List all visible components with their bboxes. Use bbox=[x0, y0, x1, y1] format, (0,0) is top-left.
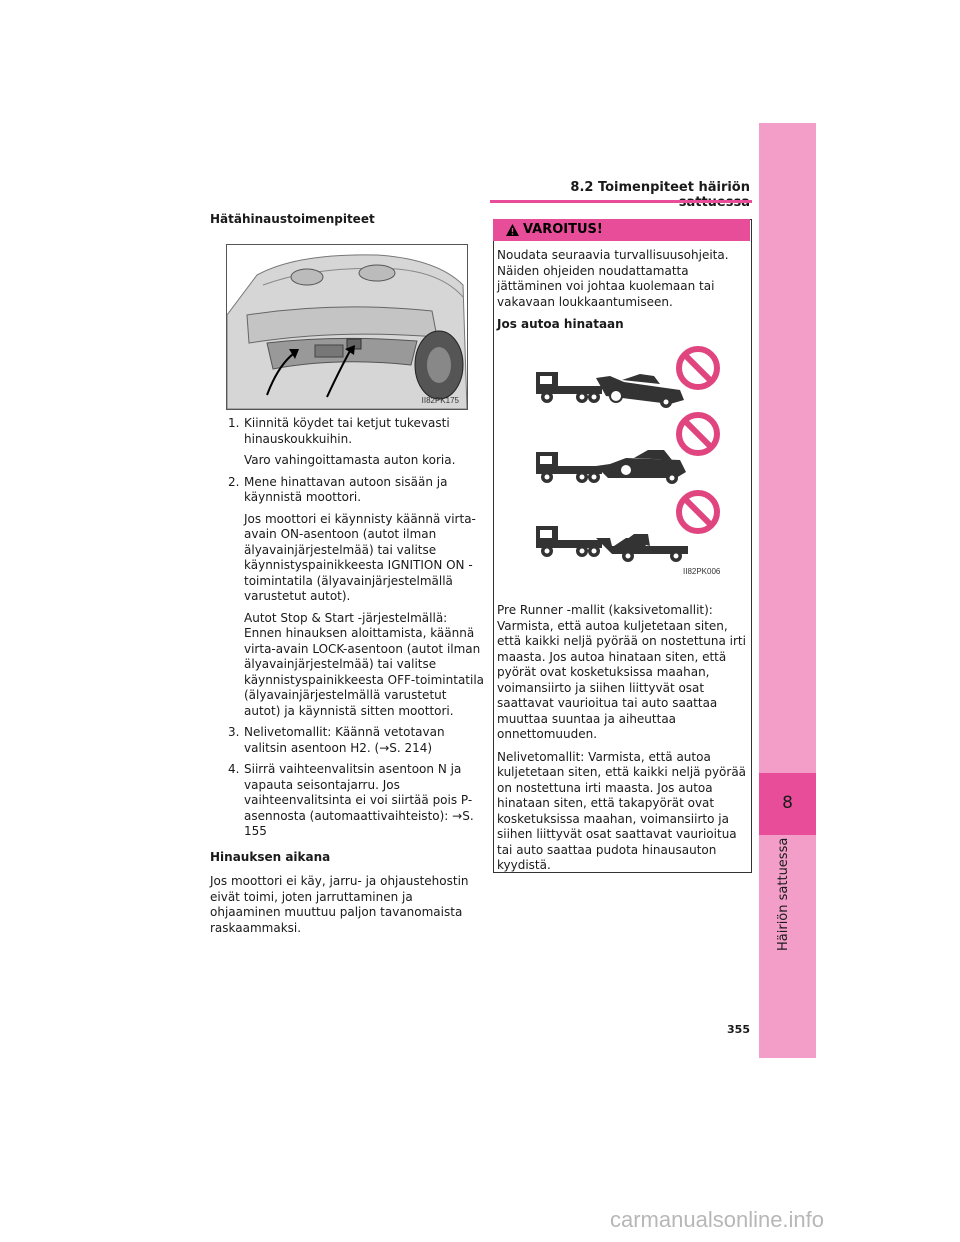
step-number: 1. bbox=[228, 416, 240, 430]
warning-details-block bbox=[497, 603, 747, 881]
footer-watermark: carmanualsonline.info bbox=[610, 1207, 825, 1232]
step-text: Jos moottori ei käynnisty käännä virta-avain ON-asentoon (autot ilman älyavainjärjestelmää) tai valitse käynnistyspainikkeesta IGNITION ON -toimintatila (älyavainjärjestelmällä varustetut autot). bbox=[244, 511, 476, 603]
towing-body-text: Jos moottori ei käy, jarru- ja ohjaustehostin eivät toimi, joten jarruttaminen ja ohjaaminen muuttuu paljon tavanomaista raskaammaksi. bbox=[210, 874, 469, 935]
vehicle-rear-illustration bbox=[227, 245, 467, 409]
page-number: 355 bbox=[727, 1023, 750, 1036]
procedure-steps bbox=[210, 416, 485, 846]
chapter-number: 8 bbox=[782, 793, 793, 813]
chapter-side-label-wrap bbox=[774, 837, 798, 955]
step-number: 3. bbox=[228, 725, 240, 739]
step-text: Kiinnitä köydet tai ketjut tukevasti hinauskoukkuihin. bbox=[244, 416, 450, 446]
warning-subheading: Jos autoa hinataan bbox=[497, 317, 624, 331]
step-text: Autot Stop & Start -järjestelmällä: Ennen hinauksen aloittamista, käännä virta-avain LOCK-asentoon (autot ilman älyavainjärjestelmää) tai valitse käynnistyspainikkeesta OFF-toimintatila (älyavainjärjestelmällä varustetut autot) ja käynnistä sitten moottori. bbox=[244, 610, 485, 718]
warning-title: VAROITUS! bbox=[523, 222, 603, 237]
figure-code: II82PK175 bbox=[421, 396, 459, 405]
warning-title-bar bbox=[493, 219, 750, 241]
towing-prohibited-figure bbox=[530, 338, 730, 578]
step-text: Nelivetomallit: Käännä vetotavan valitsin asentoon H2. (→S. 214) bbox=[244, 725, 445, 755]
section-heading: Hätähinaustoimenpiteet bbox=[210, 212, 375, 226]
warning-para-4wd: Nelivetomallit: Varmista, että autoa kuljetetaan siten, että kaikki neljä pyörää on nostettuna irti maasta. Jos autoa hinataan siten, että takapyörät ovat kosketuksissa maahan, voimansiirto ja siihen liittyvät osat saattavat vaurioitua tai auto saattaa pudota hinausauton kyydistä. bbox=[497, 749, 747, 872]
chapter-side-label: Häiriön sattuessa bbox=[776, 837, 791, 951]
step-text: Siirrä vaihteenvalitsin asentoon N ja vapauta seisontajarru. Jos vaihteenvalitsinta ei voi siirtää pois P-asennosta (automaattivaihteisto): →S. 155 bbox=[244, 762, 474, 838]
chapter-number-tab bbox=[759, 773, 816, 835]
warning-intro-block bbox=[497, 248, 747, 340]
step-text: Varo vahingoittamasta auton koria. bbox=[244, 453, 456, 467]
figure-code: II82PK006 bbox=[683, 567, 721, 576]
subheading-towing: Hinauksen aikana bbox=[210, 850, 331, 864]
section-header: 8.2 Toimenpiteet häiriön bbox=[570, 180, 750, 195]
warning-para-2wd: Pre Runner -mallit (kaksivetomallit): Varmista, että autoa kuljetetaan siten, että kaikki neljä pyörää on nostettuna irti maasta. Jos autoa hinataan siten, että pyörät ovat kosketuksissa maahan, voimansiirto ja siihen liittyvät osat saattavat vaurioitua tai auto saattaa muuttaa suuntaa ja aiheuttaa onnettomuuden. bbox=[497, 603, 746, 741]
tow-hooks-figure bbox=[226, 244, 468, 410]
step-item bbox=[210, 475, 485, 720]
step-number: 2. bbox=[228, 474, 240, 489]
step-item bbox=[210, 725, 485, 756]
step-item bbox=[210, 416, 485, 469]
header-rule bbox=[490, 200, 752, 203]
tow-truck-illustrations bbox=[530, 338, 730, 578]
warning-intro: Noudata seuraavia turvallisuusohjeita. Näiden ohjeiden noudattamatta jättäminen voi johtaa kuolemaan tai vakavaan loukkaantumiseen. bbox=[497, 248, 729, 309]
warning-triangle-icon bbox=[505, 223, 520, 237]
step-item bbox=[210, 762, 485, 840]
step-number: 4. bbox=[228, 762, 240, 776]
step-text: Mene hinattavan autoon sisään ja käynnistä moottori. bbox=[244, 474, 448, 504]
